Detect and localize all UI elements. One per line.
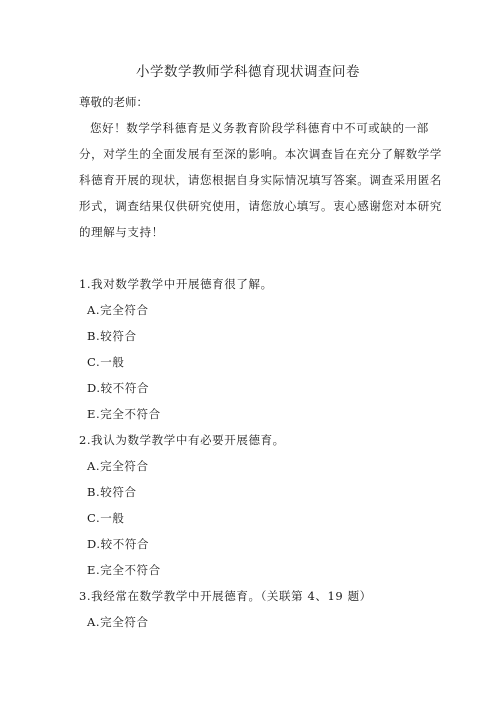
question-1: 1.我对数学教学中开展德育很了解。 <box>79 277 273 291</box>
intro-line: 的理解与支持！ <box>79 225 164 239</box>
intro-line: 科德育开展的现状，请您根据自身实际情况填写答案。调查采用匿名 <box>79 173 442 187</box>
option-item: D.较不符合 <box>87 381 150 395</box>
intro-line: 形式，调查结果仅供研究使用，请您放心填写。衷心感谢您对本研究 <box>79 199 442 213</box>
option-item: A.完全符合 <box>87 303 149 317</box>
question-2: 2.我认为数学教学中有必要开展德育。 <box>79 433 285 447</box>
option-item: E.完全不符合 <box>87 407 161 421</box>
greeting: 尊敬的老师： <box>79 95 148 109</box>
option-item: B.较符合 <box>87 329 137 343</box>
question-3: 3.我经常在数学教学中开展德育。（关联第 4、19 题） <box>79 589 372 603</box>
option-item: C.一般 <box>87 511 125 525</box>
document-title: 小学数学教师学科德育现状调查问卷 <box>136 64 360 80</box>
intro-line: 分，对学生的全面发展有至深的影响。本次调查旨在充分了解数学学 <box>79 147 442 161</box>
intro-line: 您好！数学学科德育是义务教育阶段学科德育中不可或缺的一部 <box>90 121 429 135</box>
option-item: A.完全符合 <box>87 615 149 629</box>
option-item: C.一般 <box>87 355 125 369</box>
option-item: B.较符合 <box>87 485 137 499</box>
option-item: A.完全符合 <box>87 459 149 473</box>
option-item: E.完全不符合 <box>87 563 161 577</box>
option-item: D.较不符合 <box>87 537 150 551</box>
